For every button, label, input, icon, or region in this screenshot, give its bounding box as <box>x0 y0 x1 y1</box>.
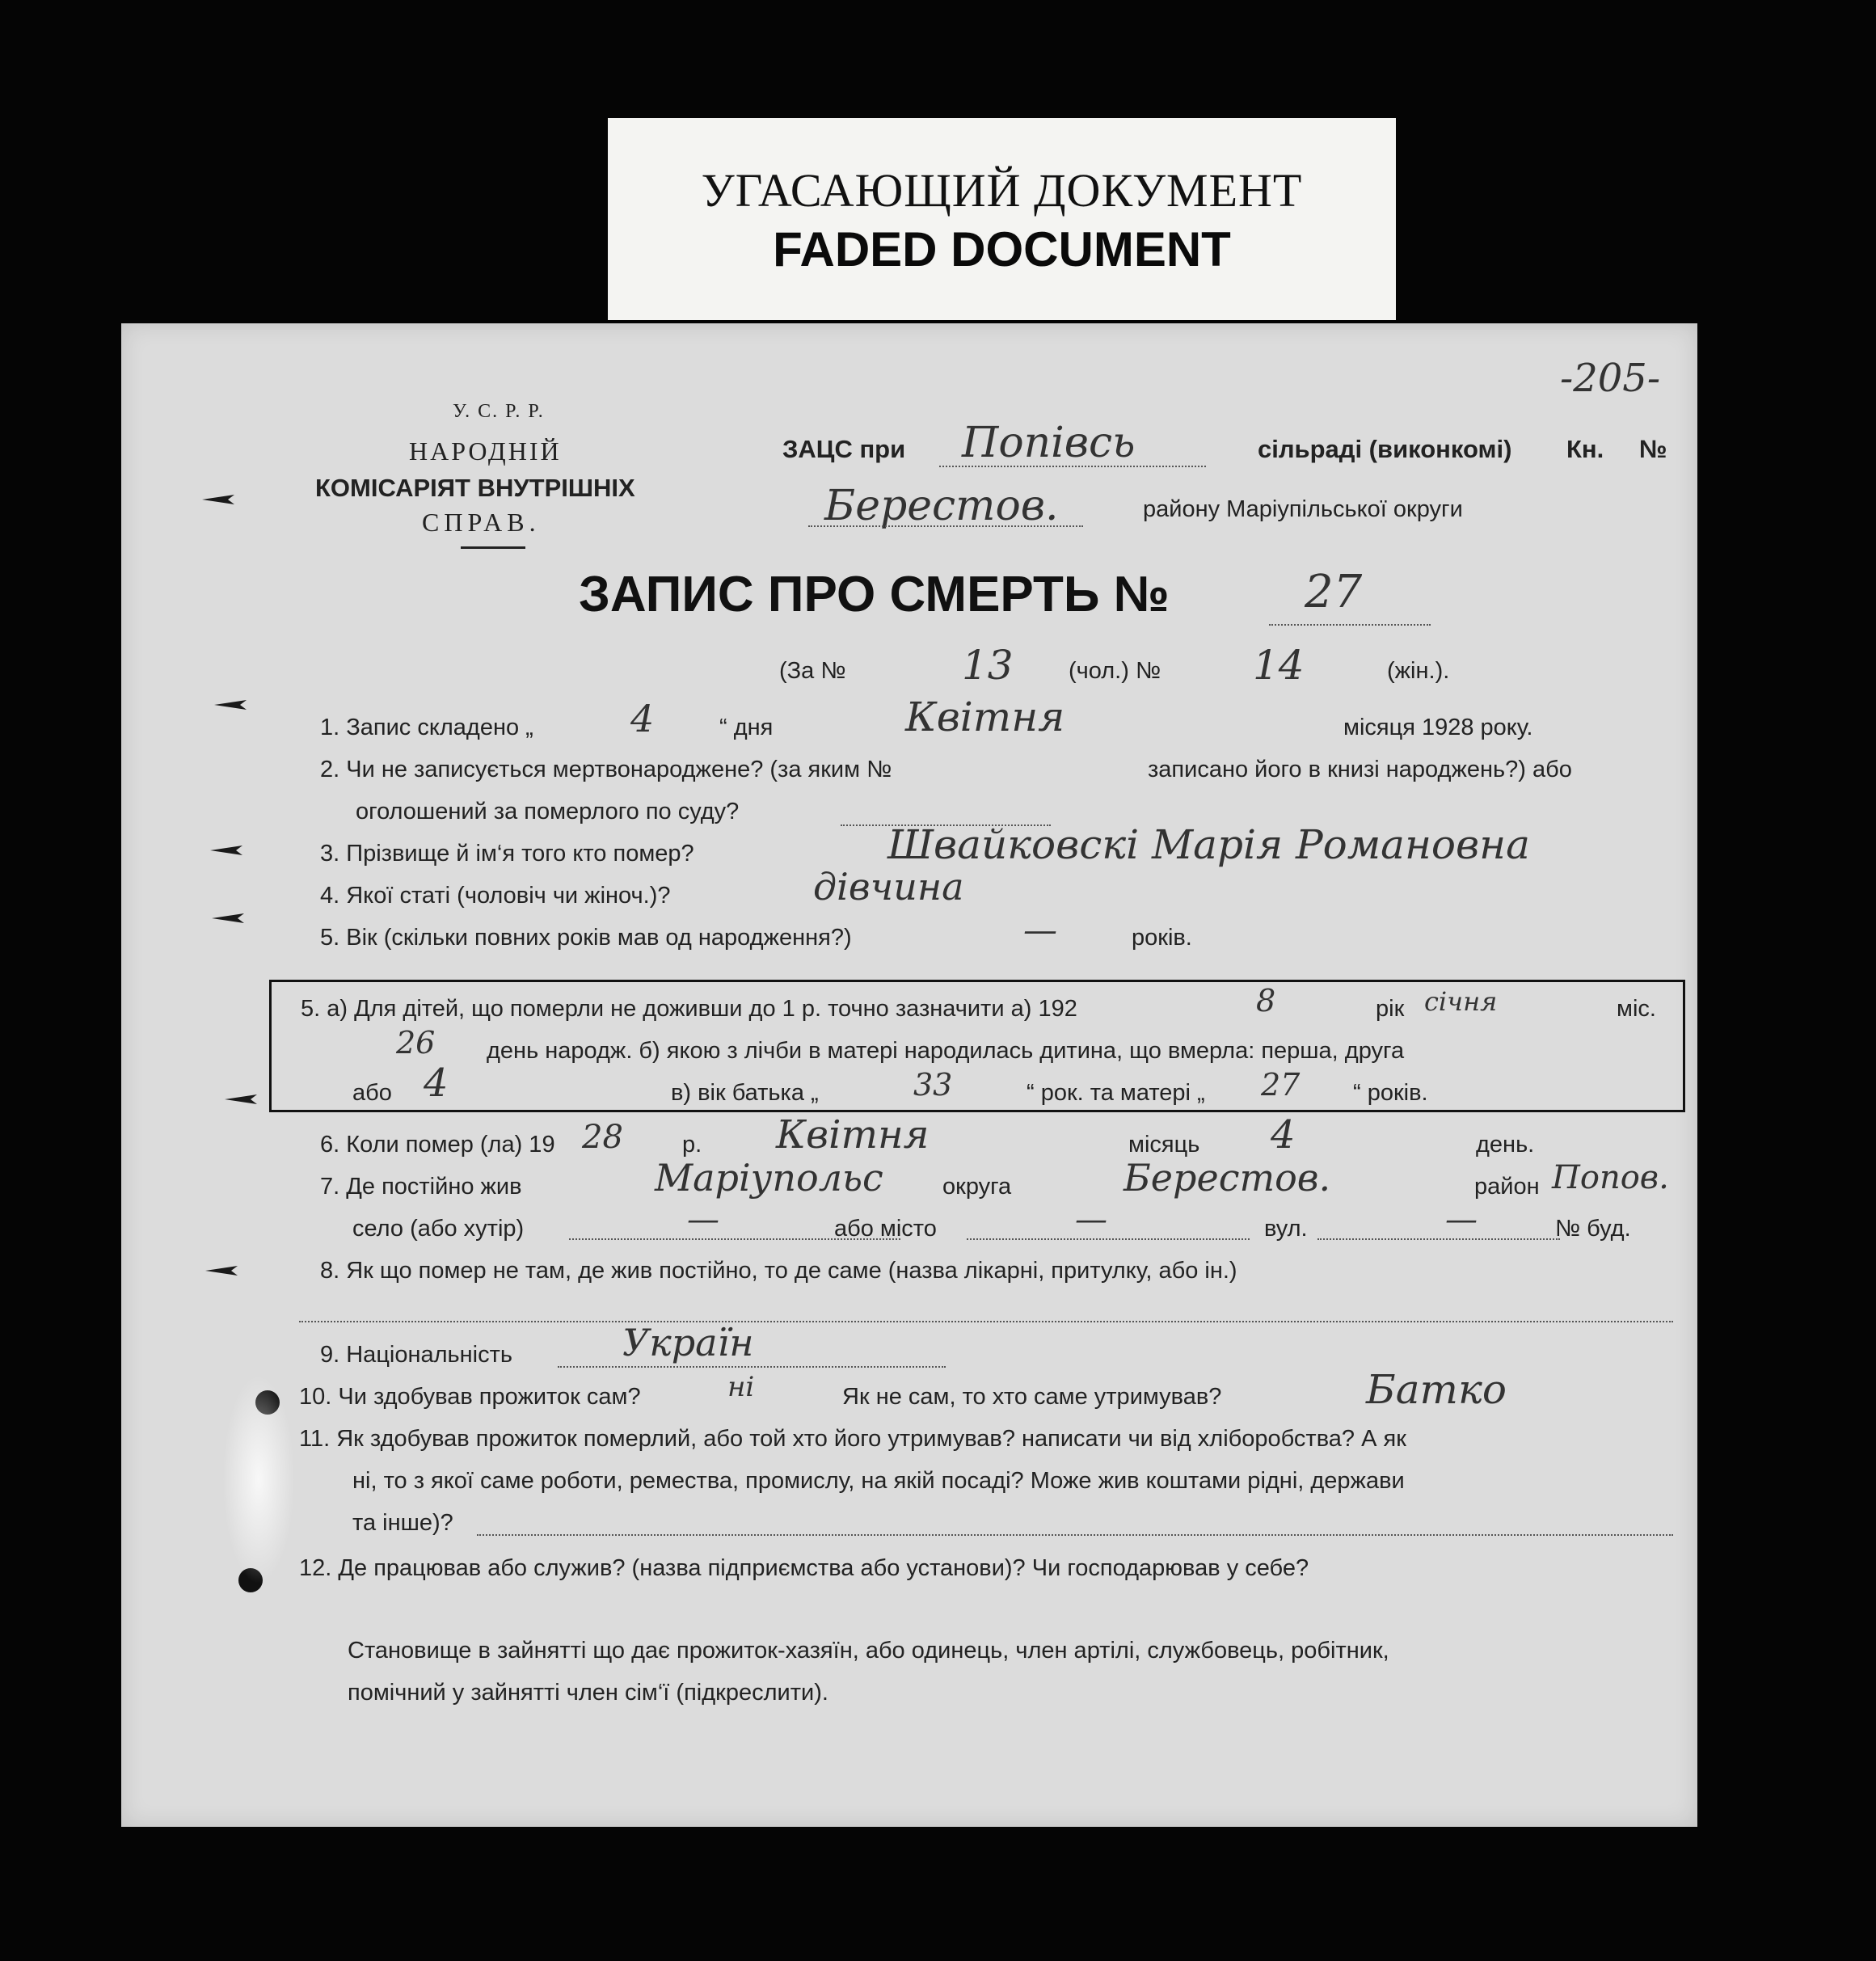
item-1-month: Квітня <box>905 694 1065 740</box>
punch-mark <box>205 1266 238 1276</box>
label-russian: УГАСАЮЩИЙ ДОКУМЕНТ <box>701 164 1303 217</box>
faded-document-label <box>608 118 1396 320</box>
item-4-label: 4. Якої статі (чоловіч чи жіноч.)? <box>320 883 671 909</box>
item-10-label: 10. Чи здобував прожиток сам? <box>299 1384 641 1410</box>
header-rule <box>461 546 525 549</box>
item-5a-month: січня <box>1424 986 1498 1017</box>
item-7-misto: або місто <box>834 1216 937 1242</box>
item-5-label: 5. Вік (скільки повних років мав од народження?) <box>320 925 852 951</box>
death-year: 28 <box>582 1119 623 1156</box>
punch-mark <box>210 846 242 855</box>
paper-stain <box>222 1374 295 1584</box>
death-month: Квітня <box>776 1112 930 1158</box>
item-7-misto-value: — <box>1075 1201 1107 1238</box>
death-record-form <box>121 323 1697 1827</box>
item-5a-line-2: день народж. б) якою з лічби в матері народилась дитина, що вмерла: перша, друга <box>487 1038 1405 1064</box>
item-7-selo-value: — <box>687 1201 719 1238</box>
record-title: ЗАПИС ПРО СМЕРТЬ № <box>579 567 1170 622</box>
item-12-label: 12. Де працював або служив? (назва підприємства або установи)? Чи господарював у себе? <box>299 1555 1309 1581</box>
supporter-value: Батко <box>1366 1366 1507 1413</box>
item-5a-line-3b: “ рок. та матері „ <box>1027 1080 1205 1106</box>
council-label: сільраді (виконкомі) <box>1258 435 1512 463</box>
item-4-value: дівчина <box>813 865 964 909</box>
father-age: 33 <box>913 1067 953 1103</box>
punch-mark <box>212 913 244 923</box>
male-number: 13 <box>962 642 1014 689</box>
item-7-vul-value: — <box>1445 1201 1478 1238</box>
district-label: району Маріупільської округи <box>1143 496 1463 522</box>
item-5-value: — <box>1023 910 1057 950</box>
item-5a-day: 26 <box>396 1025 436 1061</box>
item-2-label: 2. Чи не записується мертвонароджене? (за яким № <box>320 757 892 782</box>
item-1-day: 4 <box>630 697 655 740</box>
commissariat-line-3: СПРАВ. <box>422 508 541 537</box>
female-number: 14 <box>1253 642 1305 689</box>
label-english: FADED DOCUMENT <box>773 222 1231 276</box>
item-5a-line-3c: “ років. <box>1353 1080 1428 1106</box>
commissariat-line-2: КОМІСАРІЯТ ВНУТРІШНІХ <box>315 474 635 502</box>
record-number: 27 <box>1305 566 1363 618</box>
punch-mark <box>225 1094 257 1104</box>
mother-age: 27 <box>1261 1067 1301 1103</box>
book-label: Кн. <box>1566 435 1604 463</box>
item-6-label: 6. Коли помер (ла) 19 <box>320 1132 555 1158</box>
item-7-bud: № буд. <box>1555 1216 1631 1242</box>
item-6-year-label: р. <box>682 1132 702 1158</box>
residence-selo: Попов. <box>1552 1159 1669 1196</box>
female-label: (жін.). <box>1387 658 1450 684</box>
item-10-value: ні <box>727 1371 755 1403</box>
item-5a-line-1: 5. а) Для дітей, що померли не доживши до 1 р. точно зазначити а) 192 <box>301 996 1077 1022</box>
item-2-end: записано його в книзі народжень?) або <box>1148 757 1572 782</box>
item-5a-line-3: в) вік батька „ <box>671 1080 819 1106</box>
item-5a-order: 4 <box>424 1061 449 1106</box>
item-8-label: 8. Як що помер не там, де жив постійно, то де саме (назва лікарні, притулку, або ін.) <box>320 1258 1237 1284</box>
item-7-selo: село (або хутір) <box>352 1216 525 1242</box>
item-6-end: день. <box>1476 1132 1535 1158</box>
item-7-raion: район <box>1474 1174 1540 1200</box>
status-line-2: помічний у зайнятті член сім‘ї (підкреслити). <box>348 1680 828 1706</box>
item-5a-year-label: рік <box>1376 996 1405 1022</box>
district-value: Берестов. <box>824 482 1059 530</box>
item-11-line-1: 11. Як здобував прожиток померлий, або той хто його утримував? написати чи від хліборобства? А як <box>299 1426 1406 1452</box>
item-3-label: 3. Прізвище й ім‘я того кто помер? <box>320 841 694 867</box>
item-9-label: 9. Національність <box>320 1342 513 1368</box>
item-1-mid: “ дня <box>719 715 774 740</box>
item-7-label: 7. Де постійно жив <box>320 1174 522 1200</box>
item-5a-abo: або <box>352 1080 392 1106</box>
republic-abbr: У. С. Р. Р. <box>453 401 545 422</box>
punch-mark <box>214 700 247 710</box>
item-10-mid: Як не сам, то хто саме утримував? <box>842 1384 1222 1410</box>
subrecord-prefix: (За № <box>779 658 846 684</box>
death-day: 4 <box>1271 1112 1296 1158</box>
book-number-label: № <box>1639 435 1667 463</box>
item-11-line-3: та інше)? <box>352 1510 453 1536</box>
nationality-value: Україн <box>622 1321 754 1364</box>
residence-okruha: Маріупольс <box>655 1156 883 1200</box>
zags-value: Попівсь <box>962 419 1136 467</box>
punch-mark <box>202 495 234 504</box>
residence-raion: Берестов. <box>1123 1156 1331 1200</box>
item-6-month-label: місяць <box>1128 1132 1200 1158</box>
item-2-line-2: оголошений за померлого по суду? <box>356 799 740 824</box>
item-5-end: років. <box>1132 925 1192 951</box>
item-1-end: місяця 1928 року. <box>1343 715 1533 740</box>
deceased-name: Швайковскі Марія Романовна <box>887 821 1530 868</box>
item-5a-year: 8 <box>1256 983 1276 1018</box>
item-7-okruha: округа <box>942 1174 1012 1200</box>
item-11-line-2: ні, то з якої саме роботи, ремества, промислу, на якій посаді? Може жив коштами рідні, держави <box>352 1468 1405 1494</box>
page-number: -205- <box>1560 356 1661 401</box>
commissariat-line-1: НАРОДНІЙ <box>409 436 562 466</box>
item-5a-month-label: міс. <box>1617 996 1656 1022</box>
zags-label: ЗАЦС при <box>782 435 906 463</box>
item-7-vul: вул. <box>1264 1216 1308 1242</box>
male-label: (чол.) № <box>1069 658 1161 684</box>
status-line-1: Становище в зайнятті що дає прожиток-хазяїн, або одинець, член артілі, службовець, робітник, <box>348 1638 1389 1664</box>
item-1-label: 1. Запис складено „ <box>320 715 533 740</box>
